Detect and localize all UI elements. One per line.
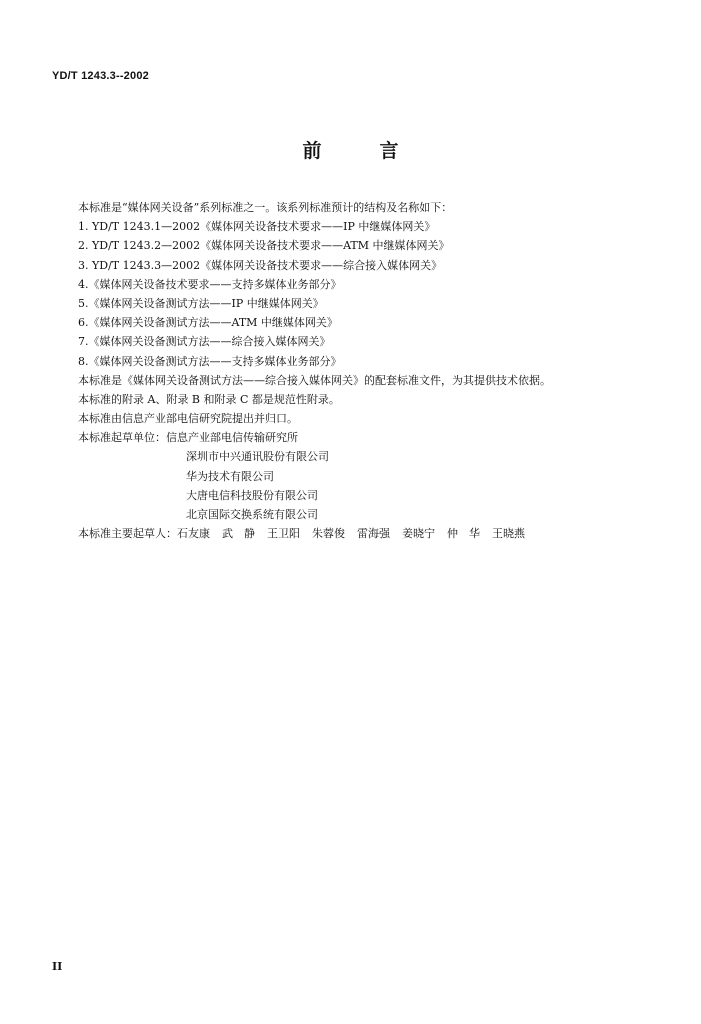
series-item-2: 2. YD/T 1243.2—2002《媒体网关设备技术要求——ATM 中继媒体网关》 <box>78 239 450 253</box>
drafters-line <box>78 524 678 543</box>
series-item-5: 5.《媒体网关设备测试方法——IP 中继媒体网关》 <box>78 296 324 310</box>
drafter-name: 王卫阳 <box>267 527 300 541</box>
series-item-4: 4.《媒体网关设备技术要求——支持多媒体业务部分》 <box>78 277 342 291</box>
page-number: II <box>52 960 63 973</box>
drafting-unit: 大唐电信科技股份有限公司 <box>186 488 318 502</box>
drafter-name: 王晓燕 <box>492 527 525 541</box>
series-item-8: 8.《媒体网关设备测试方法——支持多媒体业务部分》 <box>78 354 342 368</box>
intro-line: 本标准是“媒体网关设备”系列标准之一。该系列标准预计的结构及名称如下： <box>78 201 453 214</box>
drafter-name: 石友康 <box>177 527 210 541</box>
page-title: 前言 <box>302 140 457 162</box>
series-item-3: 3. YD/T 1243.3—2002《媒体网关设备技术要求——综合接入媒体网关》 <box>78 258 443 272</box>
drafter-name: 雷海强 <box>357 527 390 541</box>
series-item-7: 7.《媒体网关设备测试方法——综合接入媒体网关》 <box>78 335 331 349</box>
standard-id-header: YD/T 1243.3--2002 <box>52 70 149 82</box>
drafting-units-line <box>78 428 678 447</box>
series-item-1: 1. YD/T 1243.1—2002《媒体网关设备技术要求——IP 中继媒体网关》 <box>78 220 436 234</box>
annex-line: 本标准的附录 A、附录 B 和附录 C 都是规范性附录。 <box>78 392 340 406</box>
drafters-label: 本标准主要起草人： <box>78 527 177 541</box>
companion-standard-line: 本标准是《媒体网关设备测试方法——综合接入媒体网关》的配套标准文件，为其提供技术依据。 <box>78 373 551 387</box>
drafter-name: 朱蓉俊 <box>312 527 345 541</box>
proposer-line: 本标准由信息产业部电信研究院提出并归口。 <box>78 412 298 426</box>
series-item-6: 6.《媒体网关设备测试方法——ATM 中继媒体网关》 <box>78 316 338 330</box>
foreword-body <box>78 198 678 543</box>
drafter-name: 仲 华 <box>447 527 480 541</box>
drafting-unit: 北京国际交换系统有限公司 <box>186 508 318 521</box>
drafting-unit: 信息产业部电信传输研究所 <box>166 431 298 445</box>
drafter-name: 姜晓宁 <box>402 527 435 541</box>
drafting-units-label: 本标准起草单位： <box>78 431 166 445</box>
drafting-unit: 华为技术有限公司 <box>186 469 274 483</box>
drafting-unit: 深圳市中兴通讯股份有限公司 <box>186 450 329 464</box>
drafter-name: 武 静 <box>222 527 255 541</box>
